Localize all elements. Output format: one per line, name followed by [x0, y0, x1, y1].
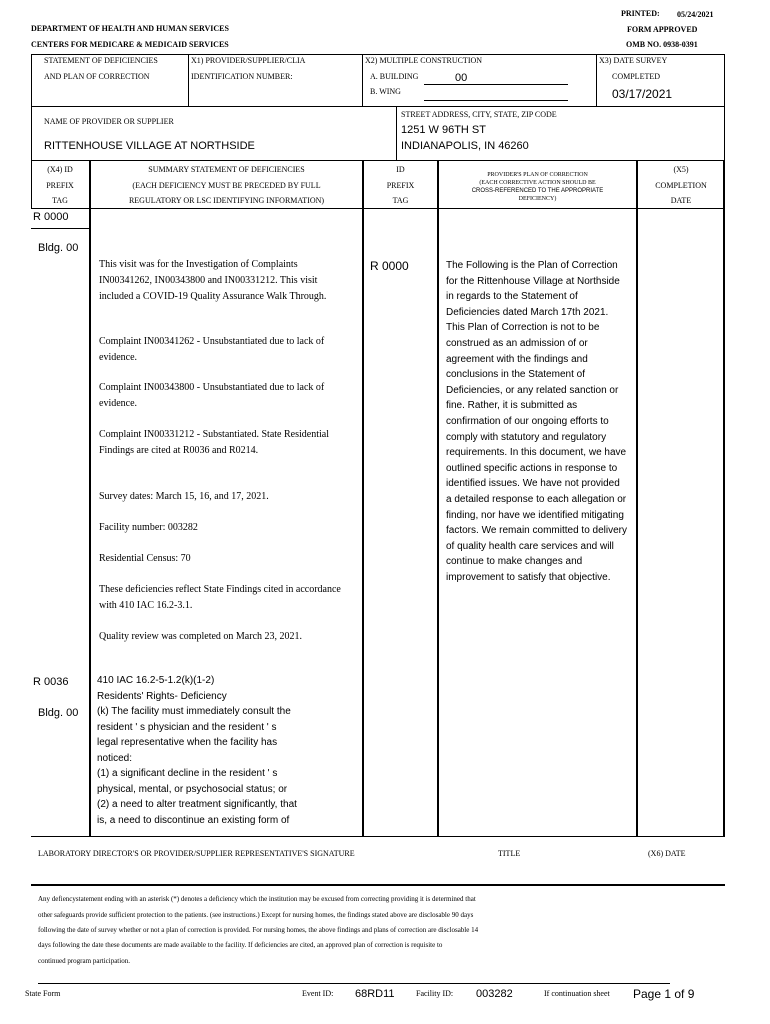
rule-boxes-bottom: [31, 106, 725, 107]
plan-head-1: PROVIDER'S PLAN OF CORRECTION: [487, 172, 588, 178]
col-sep-1: [89, 160, 91, 836]
summary-para-6: Facility number: 003282: [99, 522, 198, 533]
plan-head-4: DEFICIENCY): [518, 196, 557, 202]
disclaimer-line: continued program participation.: [38, 957, 130, 965]
rule-provider-bottom: [31, 160, 725, 161]
rule-colhead-bottom: [31, 208, 725, 209]
x5-head-2: COMPLETION: [655, 181, 707, 190]
title-label: TITLE: [498, 849, 521, 858]
provider-name-label: NAME OF PROVIDER OR SUPPLIER: [44, 117, 174, 126]
r36-line: noticed:: [97, 753, 133, 764]
x6-date-label: (X6) DATE: [648, 849, 686, 858]
x2-title: X2) MULTIPLE CONSTRUCTION: [365, 56, 483, 65]
statement-label-2: AND PLAN OF CORRECTION: [44, 72, 150, 81]
rule-body-bottom: [31, 836, 725, 837]
r36-line: 410 IAC 16.2-5-1.2(k)(1-2): [97, 675, 215, 686]
r36-line: Residents' Rights- Deficiency: [97, 691, 227, 702]
col-sep-4: [636, 160, 638, 836]
event-id-label: Event ID:: [302, 989, 334, 998]
rule-footer: [38, 983, 670, 984]
statement-label-1: STATEMENT OF DEFICIENCIES: [44, 56, 158, 65]
wing-label: B. WING: [370, 87, 401, 96]
id-head-3: TAG: [392, 196, 409, 205]
rule-v: [188, 54, 189, 106]
printed-date: 05/24/2021: [677, 10, 714, 19]
disclaimer-line: Any defiencystatement ending with an asterisk (*) denotes a deficiency which the institution may be excused from correcting providing it is determined that: [38, 895, 476, 903]
city-state-zip: INDIANAPOLIS, IN 46260: [401, 140, 529, 152]
page-number: Page 1 of 9: [633, 987, 695, 1001]
event-id-value: 68RD11: [355, 988, 395, 1000]
plan-head-2: (EACH CORRECTIVE ACTION SHOULD BE: [479, 180, 596, 186]
rule-v: [724, 54, 725, 106]
provider-name: RITTENHOUSE VILLAGE AT NORTHSIDE: [44, 140, 255, 152]
r36-line: resident ' s physician and the resident ' s: [97, 722, 277, 733]
summary-para-5: Survey dates: March 15, 16, and 17, 2021.: [99, 491, 269, 502]
omb-number: OMB NO. 0938-0391: [626, 40, 698, 49]
rule-v: [596, 54, 597, 106]
id-tag-r0000: R 0000: [370, 259, 409, 273]
summary-para-7: Residential Census: 70: [99, 553, 191, 564]
disclaimer-line: days following the date these documents are made available to the facility. If deficiencies are cited, an approved plan of correction is requisite to: [38, 941, 443, 949]
rule-signature-bottom: [31, 884, 725, 886]
summary-head-2: (EACH DEFICIENCY MUST BE PRECEDED BY FULL: [132, 181, 321, 190]
id-head-1: ID: [396, 165, 405, 174]
address-label: STREET ADDRESS, CITY, STATE, ZIP CODE: [401, 110, 557, 119]
summary-para-4: Complaint IN00331212 - Substantiated. State Residential Findings are cited at R0036 and R0214.: [99, 429, 329, 456]
col-sep-2: [362, 160, 364, 836]
r36-line: (2) a need to alter treatment significantly, that: [97, 799, 297, 810]
rule-v: [396, 106, 397, 160]
summary-para-8: These deficiencies reflect State Findings cited in accordance with 410 IAC 16.2-3.1.: [99, 584, 341, 611]
building-value: 00: [455, 72, 468, 84]
summary-para-9: Quality review was completed on March 23, 2021.: [99, 631, 303, 642]
tag-r0036: R 0036: [33, 676, 69, 688]
r36-line: (1) a significant decline in the resident ' s: [97, 768, 278, 779]
street-address: 1251 W 96TH ST: [401, 124, 486, 136]
centers-title: CENTERS FOR MEDICARE & MEDICAID SERVICES: [31, 40, 229, 49]
r36-line: is, a need to discontinue an existing form of: [97, 815, 290, 826]
continuation-label: If continuation sheet: [544, 989, 610, 998]
rule-v: [31, 54, 32, 106]
bldg-00-second: Bldg. 00: [38, 707, 79, 719]
col-sep-3: [437, 160, 439, 836]
x3-completed: COMPLETED: [612, 72, 660, 81]
r36-line: legal representative when the facility has: [97, 737, 278, 748]
facility-id-value: 003282: [476, 988, 513, 1000]
department-title: DEPARTMENT OF HEALTH AND HUMAN SERVICES: [31, 24, 229, 33]
facility-id-label: Facility ID:: [416, 989, 454, 998]
x5-head-3: DATE: [670, 196, 692, 205]
bldg-00-first: Bldg. 00: [38, 242, 79, 254]
x5-head-1: (X5): [673, 165, 689, 174]
x3-title: X3) DATE SURVEY: [599, 56, 668, 65]
x1-label-2: IDENTIFICATION NUMBER:: [191, 72, 293, 81]
disclaimer-line: following the date of survey whether or not a plan of correction is provided. For nursing homes, the above findings and plans of correction are disclosable 14: [38, 926, 479, 934]
x4-head-3: TAG: [52, 196, 68, 205]
x4-head-2: PREFIX: [46, 181, 74, 190]
summary-head-1: SUMMARY STATEMENT OF DEFICIENCIES: [148, 165, 305, 174]
printed-label: PRINTED:: [621, 9, 660, 18]
r36-line: physical, mental, or psychosocial status; or: [97, 784, 288, 795]
id-head-2: PREFIX: [386, 181, 415, 190]
summary-para-1: This visit was for the Investigation of Complaints IN00341262, IN00343800 and IN00331212. This visit included a COVID-19 Quality Assurance Walk Through.: [99, 259, 327, 302]
rule-top: [31, 54, 725, 55]
director-signature-label: LABORATORY DIRECTOR'S OR PROVIDER/SUPPLIER REPRESENTATIVE'S SIGNATURE: [38, 849, 355, 858]
plan-head-3: CROSS-REFERENCED TO THE APPROPRIATE: [471, 188, 604, 194]
x1-label-1: X1) PROVIDER/SUPPLIER/CLIA: [191, 56, 306, 65]
building-label: A. BUILDING: [370, 72, 419, 81]
r36-line: (k) The facility must immediately consult the: [97, 706, 291, 717]
tag-r0000: R 0000: [33, 211, 69, 223]
rule-v: [724, 106, 725, 160]
summary-para-3: Complaint IN00343800 - Unsubstantiated due to lack of evidence.: [99, 382, 325, 409]
tag-divider: [31, 228, 90, 229]
state-form-label: State Form: [25, 989, 61, 998]
rule-v: [362, 54, 363, 106]
wing-underline: [424, 100, 568, 101]
plan-of-correction-text: The Following is the Plan of Correction for the Rittenhouse Village at Northside in regards to the Statement of Deficiencies dated March 17th 2021. This Plan of Correction is not to be construed as an admission of or agreement with the findings and conclusions in the Statement of Deficiencies, or any related sanction or fine. Rather, it is submitted as confirmation of our ongoing efforts to comply with statutory and regulatory requirements. In this document, we have outlined specific actions in response to identified issues. We have not provided a detailed response to each allegation or finding, nor have we identified mitigating factors. We remain committed to delivery of quality health care services and will continue to make changes and improvement to satisfy that objective.: [446, 260, 627, 583]
col-sep-5: [723, 160, 725, 836]
building-underline: [424, 84, 568, 85]
rule-v: [31, 106, 32, 160]
x4-head-1: (X4) ID: [47, 165, 73, 174]
disclaimer-line: other safeguards provide sufficient protection to the patients. (see instructions.) Except for nursing homes, the findings stated above are disclosable 90 days: [38, 911, 474, 919]
survey-date: 03/17/2021: [612, 87, 673, 101]
summary-para-2: Complaint IN00341262 - Unsubstantiated due to lack of evidence.: [99, 336, 325, 363]
summary-head-3: REGULATORY OR LSC IDENTIFYING INFORMATION): [128, 196, 325, 205]
form-approved: FORM APPROVED: [627, 25, 698, 34]
